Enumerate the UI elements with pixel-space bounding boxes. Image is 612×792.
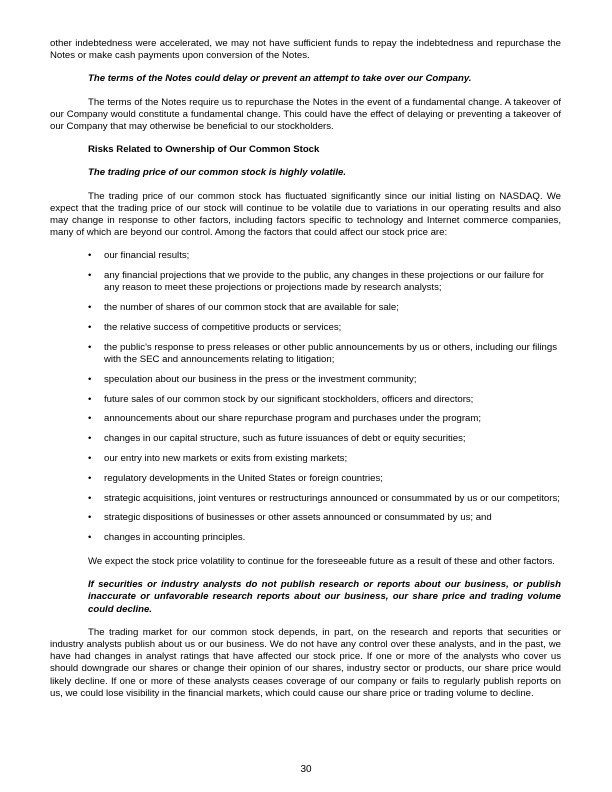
bullet-marker: • (88, 512, 92, 524)
list-item: • future sales of our common stock by our significant stockholders, officers and directors; (88, 393, 474, 405)
bullet-marker: • (88, 413, 92, 425)
list-item: • the relative success of competitive products or services; (88, 322, 342, 334)
list-item: • any financial projections that we provide to the public, any changes in these projections or our failure for any reason to meet these projections or projections made by research analysts; (88, 270, 544, 294)
list-item: • speculation about our business in the press or the investment community; (88, 373, 417, 385)
list-item: • our financial results; (88, 250, 190, 262)
paragraph-notes-takeover: The terms of the Notes require us to repurchase the Notes in the event of a fundamental change. A takeover of our Company would constitute a fundamental change. This could have the effect of delaying or preventing a takeover of our Company that may otherwise be beneficial to our stockholders. (50, 96, 561, 133)
section-heading-common-stock: Risks Related to Ownership of Our Common Stock (88, 144, 320, 156)
bullet-marker: • (88, 532, 92, 544)
list-item: • changes in our capital structure, such as future issuances of debt or equity securities; (88, 433, 466, 445)
list-item: • the number of shares of our common stock that are available for sale; (88, 302, 399, 314)
bullet-marker: • (88, 302, 92, 314)
list-item: • changes in accounting principles. (88, 532, 246, 544)
bullet-marker: • (88, 492, 92, 504)
list-item: • announcements about our share repurchase program and purchases under the program; (88, 413, 482, 425)
factors-bullet-list (50, 250, 561, 544)
paragraph-price-volatile: The trading price of our common stock has fluctuated significantly since our initial listing on NASDAQ. We expect that the trading price of our stock will continue to be volatile due to variations in our operating results and also may change in response to other factors, including factors specific to technology and Internet commerce companies, many of which are beyond our control. Among the factors that could affect our stock price are: (50, 190, 561, 239)
list-item: • the public's response to press releases or other public announcements by us or others, including our filings with the SEC and announcements relating to litigation; (88, 341, 557, 366)
heading-notes-takeover: The terms of the Notes could delay or prevent an attempt to take over our Company. (88, 73, 472, 85)
heading-analysts: If securities or industry analysts do not publish research or reports about our business, or publish inaccurate or unfavorable research reports about our business, our share price and trading volume could decline. (88, 579, 561, 615)
paragraph-volatility-continue: We expect the stock price volatility to continue for the foreseeable future as a result of these and other factors. (88, 556, 555, 567)
list-item: • strategic dispositions of businesses or other assets announced or consummated by us; and (88, 512, 492, 524)
list-item: • regulatory developments in the United States or foreign countries; (88, 472, 383, 484)
bullet-marker: • (88, 341, 92, 353)
bullet-marker: • (88, 250, 92, 262)
bullet-marker: • (88, 270, 92, 282)
list-item: • our entry into new markets or exits from existing markets; (88, 453, 348, 465)
paragraph-continuation: other indebtedness were accelerated, we may not have sufficient funds to repay the indebtedness and repurchase the Notes or make cash payments upon conversion of the Notes. (50, 38, 561, 62)
list-item: • strategic acquisitions, joint ventures or restructurings announced or consummated by us or our competitors; (88, 492, 560, 504)
bullet-marker: • (88, 373, 92, 385)
heading-price-volatile: The trading price of our common stock is highly volatile. (88, 167, 347, 179)
document-page (50, 38, 561, 700)
page-number: 30 (300, 764, 312, 775)
bullet-marker: • (88, 453, 92, 465)
paragraph-analysts: The trading market for our common stock depends, in part, on the research and reports that securities or industry analysts publish about us or our business. We do not have any control over these analysts, and in the past, we have had changes in analyst ratings that have affected our stock price. If one or more of the analysts who cover us should downgrade our shares or change their opinion of our shares, industry sector or products, our share price would likely decline. If one or more of these analysts ceases coverage of our company or fails to regularly publish reports on us, we could lose visibility in the financial markets, which could cause our share price or trading volume to decline. (50, 626, 561, 699)
bullet-marker: • (88, 472, 92, 484)
bullet-marker: • (88, 322, 92, 334)
bullet-marker: • (88, 433, 92, 445)
bullet-marker: • (88, 393, 92, 405)
